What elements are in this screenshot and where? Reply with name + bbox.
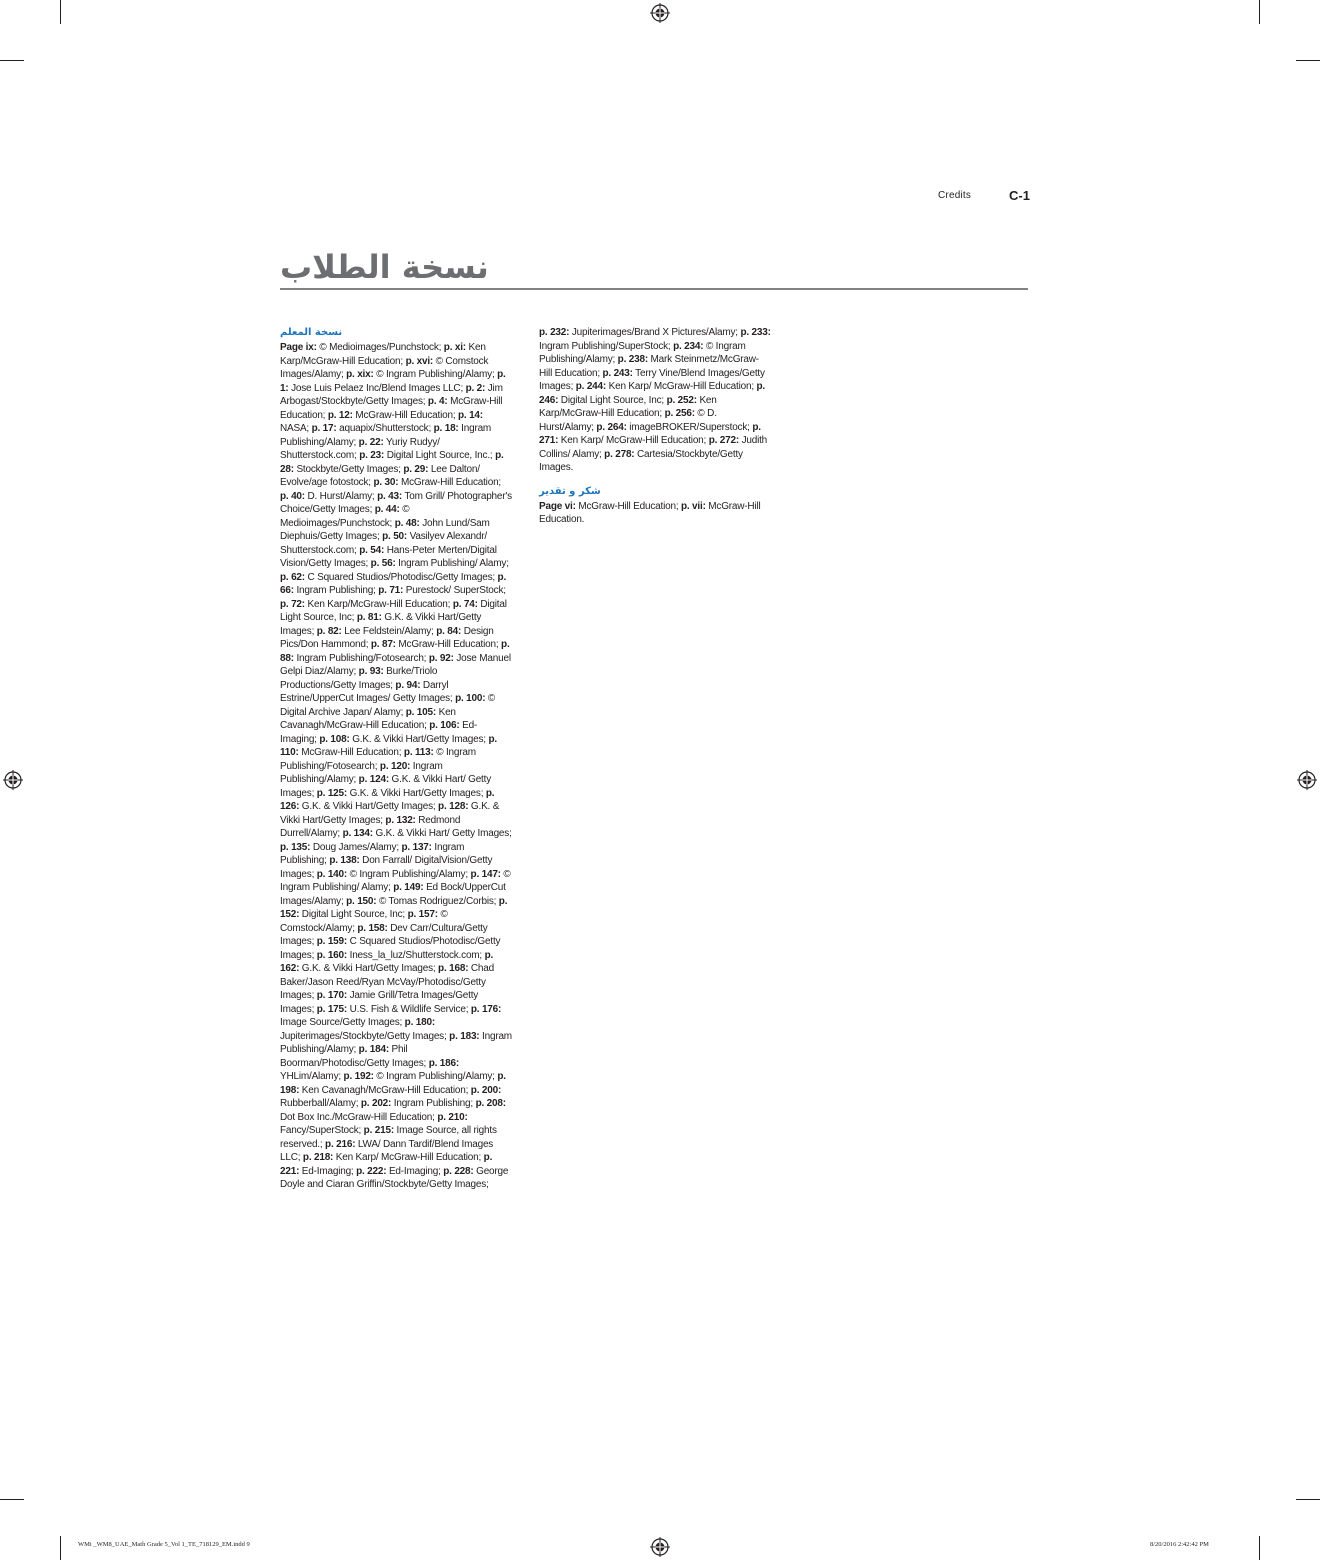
page-reference: p. 81: — [356, 612, 382, 623]
crop-mark — [1296, 60, 1320, 61]
credits-column-right — [539, 326, 771, 527]
page-reference: p. 175: — [316, 1003, 348, 1015]
page-reference: p. 198: — [280, 1071, 506, 1096]
page-reference: p. 120: — [379, 760, 411, 772]
page-reference: p. 17: — [311, 423, 337, 434]
page-reference: p. 18: — [433, 423, 459, 434]
page-reference: p. 92: — [428, 652, 454, 664]
page-reference: p. 66: — [280, 571, 507, 596]
page-reference: p. 132: — [385, 814, 416, 826]
page-title-container — [280, 248, 1028, 288]
page-reference: p. 216: — [325, 1138, 356, 1150]
page-reference: Page ix: — [280, 342, 317, 353]
page-reference: p. 124: — [358, 774, 389, 785]
page-reference: p. 152: — [280, 895, 508, 920]
section-heading-acknowledgements: شكر و تقدير — [539, 485, 601, 497]
section-label: Credits — [938, 190, 972, 201]
page-reference: Page vi: — [539, 500, 576, 512]
page-reference: p. 30: — [373, 477, 399, 488]
page-reference: p. 100: — [455, 693, 486, 704]
slug-timestamp: 8/20/2016 2:42:42 PM — [1150, 1541, 1209, 1548]
page-reference: p. 108: — [319, 733, 350, 745]
crop-mark — [0, 1499, 24, 1500]
page-reference: p. 246: — [539, 381, 766, 406]
page-reference: p. 278: — [604, 448, 635, 460]
page-reference: p. 222: — [356, 1165, 387, 1177]
page-reference: p. 87: — [370, 639, 396, 650]
page-reference: p. 183: — [449, 1030, 480, 1042]
page-reference: p. 228: — [443, 1165, 474, 1177]
page-reference: p. 28: — [280, 450, 504, 475]
crop-mark — [0, 60, 24, 61]
page-reference: p. 218: — [302, 1152, 334, 1163]
page-reference: p. 135: — [280, 841, 311, 853]
title-rule — [280, 288, 1028, 290]
page-reference: p. 252: — [666, 394, 697, 406]
credits-column-left — [280, 326, 512, 1192]
page-reference: p. 180: — [404, 1017, 435, 1028]
page-reference: p. 50: — [382, 531, 408, 542]
page-reference: p. 157: — [407, 909, 438, 920]
page-reference: p. 29: — [403, 463, 429, 475]
credits-paragraph: p. 232: Jupiterimages/Brand X Pictures/Alamy; p. 233: Ingram Publishing/SuperStock; p. 234: © Ingram Publishing/Alamy; p. 238: Mark Steinmetz/McGraw-Hill Education; p. 243: Terry Vine/Blend Images/Getty Images; p. 244: Ken Karp/ McGraw-Hill Education; p. 246: Digital Light Source, Inc; p. 252: Ken Karp/McGraw-Hill Education; p. 256: © D. Hurst/Alamy; p. 264: imageBROKER/Superstock; p. 271: Ken Karp/ McGraw-Hill Education; p. 272: Judith Collins/ Alamy; p. 278: Cartesia/Stockbyte/Getty Images. — [539, 327, 771, 473]
page-reference: p. 56: — [370, 558, 396, 569]
registration-mark-icon — [1297, 770, 1317, 790]
page-reference: p. 272: — [708, 435, 739, 446]
page-reference: p. 158: — [357, 922, 388, 934]
page-reference: p. 126: — [280, 787, 495, 812]
page-reference: p. 256: — [664, 408, 695, 419]
page-reference: p. 82: — [316, 625, 342, 637]
page-reference: p. 244: — [575, 381, 607, 392]
page-reference: p. 40: — [280, 490, 305, 502]
page-reference: p. 159: — [316, 936, 348, 947]
page-reference: p. 14: — [458, 409, 483, 421]
page-reference: p. 210: — [437, 1111, 468, 1123]
registration-mark-icon — [650, 3, 670, 23]
registration-mark-icon — [3, 770, 23, 790]
page-reference: p. 168: — [438, 963, 469, 974]
page-reference: p. 44: — [374, 504, 400, 515]
page-reference: p. 137: — [401, 841, 432, 853]
page-reference: p. 233: — [740, 327, 771, 338]
slug-filename: WMi _WM8_UAE_Math Grade 5_Vol 1_TE_718129_EM.indd 9 — [78, 1541, 250, 1548]
page-reference: p. xvi: — [405, 355, 434, 367]
page-reference: p. 1: — [280, 369, 506, 394]
page-reference: p. 71: — [378, 585, 404, 596]
page-reference: p. 140: — [316, 868, 348, 880]
page-reference: p. 2: — [465, 382, 486, 394]
crop-mark — [60, 1536, 61, 1560]
page-reference: p. 176: — [470, 1003, 502, 1015]
page-reference: p. 113: — [403, 747, 434, 758]
page-reference: p. 160: — [316, 949, 348, 961]
section-heading-teacher-edition: نسخة المعلم — [280, 327, 343, 338]
crop-mark — [1259, 0, 1260, 24]
page-reference: p. 234: — [673, 340, 704, 352]
page-reference: p. 271: — [539, 421, 761, 446]
credits-paragraph: Page vi: McGraw-Hill Education; p. vii: McGraw-Hill Education. — [539, 500, 761, 525]
page-reference: p. 186: — [428, 1057, 459, 1069]
page-reference: p. vii: — [680, 500, 706, 512]
page-number: C-1 — [1009, 188, 1030, 203]
page-reference: p. 134: — [342, 828, 373, 839]
page-reference: p. 88: — [280, 639, 510, 664]
page-reference: p. 106: — [429, 720, 460, 731]
page-reference: p. 149: — [393, 882, 424, 893]
page-reference: p. 93: — [358, 666, 384, 677]
page-reference: p. 243: — [602, 367, 633, 379]
page-reference: p. 138: — [329, 855, 360, 866]
page-reference: p. 94: — [395, 679, 421, 691]
page-reference: p. 192: — [343, 1071, 374, 1082]
page-reference: p. 150: — [346, 895, 377, 907]
page-reference: p. xi: — [443, 342, 466, 353]
page-reference: p. 43: — [377, 490, 403, 502]
page-title: نسخة الطلاب — [280, 248, 489, 286]
page-reference: p. 215: — [363, 1125, 394, 1136]
page-reference: p. 162: — [280, 949, 494, 974]
page-reference: p. 74: — [452, 598, 478, 610]
page-reference: p. 62: — [280, 571, 305, 583]
page-reference: p. 22: — [358, 436, 384, 448]
page-reference: p. 125: — [316, 787, 348, 799]
crop-mark — [1296, 1499, 1320, 1500]
page-reference: p. 84: — [436, 625, 462, 637]
running-head — [900, 188, 1030, 208]
page-reference: p. 23: — [359, 450, 385, 461]
page-reference: p. 184: — [358, 1044, 389, 1055]
crop-mark — [1259, 1536, 1260, 1560]
page-reference: p. 128: — [438, 801, 469, 812]
page-reference: p. 232: — [539, 327, 570, 338]
page-reference: p. 238: — [617, 354, 648, 365]
page-reference: p. 147: — [470, 868, 501, 880]
page-reference: p. 264: — [596, 421, 627, 433]
page-reference: p. 208: — [475, 1098, 506, 1109]
credits-paragraph: Page ix: © Medioimages/Punchstock; p. xi: Ken Karp/McGraw-Hill Education; p. xvi: © Comstock Images/Alamy; p. xix: © Ingram Publishing/Alamy; p. 1: Jose Luis Pelaez Inc/Blend Images LLC; p. 2: Jim Arbogast/Stockbyte/Getty Images; p. 4: McGraw-Hill Education; p. 12: McGraw-Hill Education; p. 14: NASA; p. 17: aquapix/Shutterstock; p. 18: Ingram Publishing/Alamy; p. 22: Yuriy Rudyy/ Shutterstock.com; p. 23: Digital Light Source, Inc.; p. 28: Stockbyte/Getty Images; p. 29: Lee Dalton/ Evolve/age fotostock; p. 30: McGraw-Hill Education; p. 40: D. Hurst/Alamy; p. 43: Tom Grill/ Photographer's Choice/Getty Images; p. 44: © Medioimages/Punchstock; p. 48: John Lund/Sam Diephuis/Getty Images; p. 50: Vasilyev Alexandr/ Shutterstock.com; p. 54: Hans-Peter Merten/Digital Vision/Getty Images; p. 56: Ingram Publishing/ Alamy; p. 62: C Squared Studios/Photodisc/Getty Images; p. 66: Ingram Publishing; p. 71: Purestock/ SuperStock; p. 72: Ken Karp/McGraw-Hill Education; p. 74: Digital Light Source, Inc; p. 81: G.K. & Vikki Hart/Getty Images; p. 82: Lee Feldstein/Alamy; p. 84: Design Pics/Don Hammond; p. 87: McGraw-Hill Education; p. 88: Ingram Publishing/Fotosearch; p. 92: Jose Manuel Gelpi Diaz/Alamy; p. 93: Burke/Triolo Productions/Getty Images; p. 94: Darryl Estrine/UpperCut Images/ Getty Images; p. 100: © Digital Archive Japan/ Alamy; p. 105: Ken Cavanagh/McGraw-Hill Education; p. 106: Ed-Imaging; p. 108: G.K. & Vikki Hart/Getty Images; p. 110: McGraw-Hill Education; p. 113: © Ingram Publishing/Fotosearch; p. 120: Ingram Publishing/Alamy; p. 124: G.K. & Vikki Hart/ Getty Images; p. 125: G.K. & Vikki Hart/Getty Images; p. 126: G.K. & Vikki Hart/Getty Images; p. 128: G.K. & Vikki Hart/Getty Images; p. 132: Redmond Durrell/Alamy; p. 134: G.K. & Vikki Hart/ Getty Images; p. 135: Doug James/Alamy; p. 137: Ingram Publishing; p. 138: Don Farrall/ DigitalVision/Getty Images; p. 140: © Ingram Publishing/Alamy; p. 147: © Ingram Publishing/ Alamy; p. 149: Ed Bock/UpperCut Images/Alamy; p. 150: © Tomas Rodriguez/Corbis; p. 152: Digital Light Source, Inc; p. 157: © Comstock/Alamy; p. 158: Dev Carr/Cultura/Getty Images; p. 159: C Squared Studios/Photodisc/Getty Images; p. 160: Iness_la_luz/Shutterstock.com; p. 162: G.K. & Vikki Hart/Getty Images; p. 168: Chad Baker/Jason Reed/Ryan McVay/Photodisc/Getty Images; p. 170: Jamie Grill/Tetra Images/Getty Images; p. 175: U.S. Fish & Wildlife Service; p. 176: Image Source/Getty Images; p. 180: Jupiterimages/Stockbyte/Getty Images; p. 183: Ingram Publishing/Alamy; p. 184: Phil Boorman/Photodisc/Getty Images; p. 186: YHLim/Alamy; p. 192: © Ingram Publishing/Alamy; p. 198: Ken Cavanagh/McGraw-Hill Education; p. 200: Rubberball/Alamy; p. 202: Ingram Publishing; p. 208: Dot Box Inc./McGraw-Hill Education; p. 210: Fancy/SuperStock; p. 215: Image Source, all rights reserved.; p. 216: LWA/ Dann Tardif/Blend Images LLC; p. 218: Ken Karp/ McGraw-Hill Education; p. 221: Ed-Imaging; p. 222: Ed-Imaging; p. 228: George Doyle and Ciaran Griffin/Stockbyte/Getty Images; — [280, 342, 512, 1190]
page-reference: p. 170: — [316, 990, 348, 1001]
page-reference: p. xix: — [346, 369, 374, 380]
page-reference: p. 72: — [280, 598, 305, 610]
registration-mark-icon — [650, 1537, 670, 1557]
page-reference: p. 110: — [280, 733, 497, 758]
page-reference: p. 54: — [359, 544, 385, 556]
page-reference: p. 221: — [280, 1152, 493, 1177]
page-reference: p. 48: — [394, 517, 420, 529]
page-reference: p. 200: — [470, 1084, 502, 1096]
crop-mark — [60, 0, 61, 24]
page-reference: p. 12: — [327, 409, 353, 421]
page-reference: p. 105: — [405, 706, 437, 718]
page-reference: p. 4: — [427, 396, 448, 407]
page-reference: p. 202: — [360, 1098, 392, 1109]
